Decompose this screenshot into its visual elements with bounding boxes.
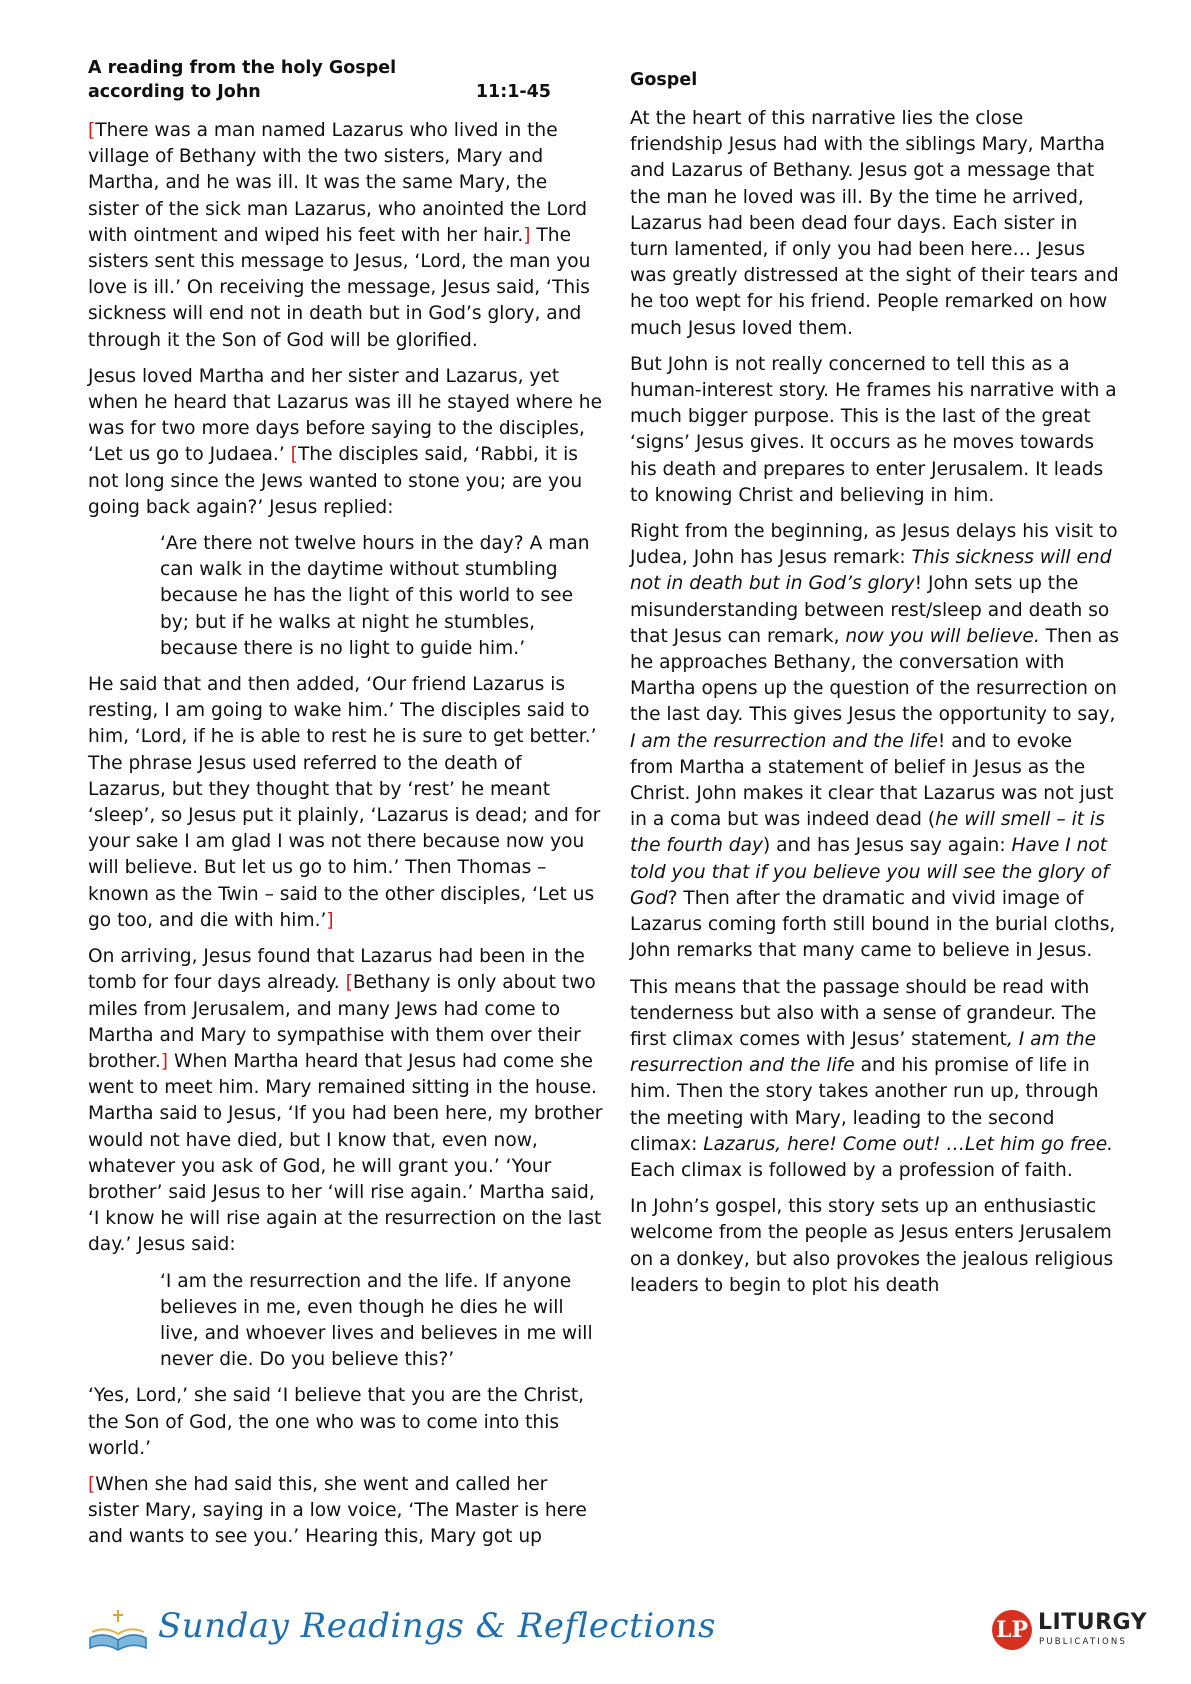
reflection-paragraph: In John’s gospel, this story sets up an enthusiastic welcome from the people as Jesus enters Jerusalem on a donkey, but also provokes the jealous religious leaders to begin to plot his death — [630, 1196, 1114, 1296]
bracket-close: ] — [326, 909, 334, 931]
bracket-close: ] — [523, 224, 531, 246]
bracket-open: [ — [88, 1473, 96, 1495]
reading-paragraph: [When she had said this, she went and called her sister Mary, saying in a low voice, ‘The Master is here and wants to see you.’ Hearing this, Mary got up — [88, 1473, 587, 1548]
reading-paragraph: Jesus loved Martha and her sister and Lazarus, yet when he heard that Lazarus was ill he stayed where he was for two more days before saying to the disciples, ‘Let us go to Judaea.’ [The disciples said, ‘Rabbi, it is not long since the Jews wanted to stone you; are you going back again?’ Jesus replied: — [88, 365, 603, 518]
reflection-paragraph: But John is not really concerned to tell this as a human-interest story. He frames his narrative with a much bigger purpose. This is the last of the great ‘signs’ Jesus gives. It occurs as he moves towards his death and prepares to enter Jerusalem. It leads to knowing Christ and believing in him. — [630, 353, 1117, 506]
series-title: Sunday Readings & Reflections — [158, 1606, 716, 1646]
logo-subtitle: PUBLICATIONS — [1039, 1637, 1128, 1647]
open-book-icon — [86, 1608, 150, 1654]
reading-header-line2: according to John — [88, 82, 261, 102]
reading-quote: ‘I am the resurrection and the life. If anyone believes in me, even though he dies he will live, and whoever lives and believes in me will never die. Do you believe this?’ — [160, 1270, 593, 1371]
reading-reference: 11:1-45 — [475, 82, 551, 102]
reading-column — [88, 56, 603, 1561]
logo-name: LITURGY — [1038, 1610, 1148, 1635]
reading-header-line1: A reading from the holy Gospel — [88, 58, 397, 78]
publisher-logo — [992, 1608, 1152, 1656]
bracket-open: [ — [88, 120, 96, 141]
reflection-paragraph: This means that the passage should be read with tenderness but also with a sense of grandeur. The first climax comes with Jesus’ statement, I am the resurrection and the life and his promise of life in him. Then the story takes another run up, through the meeting with Mary, leading to the second climax: Lazarus, here! Come out! …Let him go free. Each climax is followed by a profession of faith. — [630, 976, 1114, 1181]
reflection-paragraph: At the heart of this narrative lies the close friendship Jesus had with the siblings Mary, Martha and Lazarus of Bethany. Jesus got a message that the man he loved was ill. By the time he arrived, Lazarus had been dead four days. Each sister in turn lamented, if only you had been here… Jesus was greatly distressed at the sight of their tears and he too wept for his friend. People remarked on how much Jesus loved them. — [630, 108, 1119, 339]
reading-paragraph: On arriving, Jesus found that Lazarus had been in the tomb for four days already. [Bethany is only about two miles from Jerusalem, and many Jews had come to Martha and Mary to sympathise with them over their brother.] When Martha heard that Jesus had come she went to meet him. Mary remained sitting in the house. Martha said to Jesus, ‘If you had been here, my brother would not have died, but I know that, even now, whatever you ask of God, he will grant you.’ ‘Your brother’ said Jesus to her ‘will rise again.’ Martha said, ‘I know he will rise again at the resurrection on the last day.’ Jesus said: — [88, 946, 603, 1256]
liturgy-logo-icon: LP — [992, 1610, 1032, 1650]
reading-paragraph: He said that and then added, ‘Our friend Lazarus is resting, I am going to wake him.’ The disciples said to him, ‘Lord, if he is able to rest he is sure to get better.’ The phrase Jesus used referred to the death of Lazarus, but they thought that by ‘rest’ he meant ‘sleep’, so Jesus put it plainly, ‘Lazarus is dead; and for your sake I am glad I was not there because now you will believe. But let us go to him.’ Then Thomas – known as the Twin – said to the other disciples, ‘Let us go too, and die with him.’] — [88, 674, 601, 931]
reflection-heading: Gospel — [630, 70, 698, 90]
reading-header — [88, 56, 603, 104]
bracket-open: [ — [290, 444, 298, 466]
bracket-open: [ — [345, 972, 353, 994]
reading-paragraph: ‘Yes, Lord,’ she said ‘I believe that you are the Christ, the Son of God, the one who was to come into this world.’ — [88, 1385, 585, 1459]
reading-quote: ‘Are there not twelve hours in the day? A man can walk in the daytime without stumbling because he has the light of this world to see by; but if he walks at night he stumbles, because there is no light to guide him.’ — [160, 533, 590, 659]
reflection-column — [630, 56, 1120, 1309]
reflection-paragraph: Right from the beginning, as Jesus delays his visit to Judea, John has Jesus remark: This sickness will end not in death but in God’s glory! John sets up the misunderstanding between rest/sleep and death so that Jesus can remark, now you will believe. Then as he approaches Bethany, the conversation with Martha opens up the question of the resurrection on the last day. This gives Jesus the opportunity to say, I am the resurrection and the life! and to evoke from Martha a statement of belief in Jesus as the Christ. John makes it clear that Lazarus was not just in a coma but was indeed dead (he will smell – it is the fourth day) and has Jesus say again: Have I not told you that if you believe you will see the glory of God? Then after the dramatic and vivid image of Lazarus coming forth still bound in the burial cloths, John remarks that many came to believe in Jesus. — [630, 521, 1120, 962]
reading-paragraph: [There was a man named Lazarus who lived in the village of Bethany with the two sisters, Mary and Martha, and he was ill. It was the same Mary, the sister of the sick man Lazarus, who anointed the Lord with ointment and wiped his feet with her hair.] The sisters sent this message to Jesus, ‘Lord, the man you love is ill.’ On receiving the message, Jesus said, ‘This sickness will end not in death but in God’s glory, and through it the Son of God will be glorified. — [88, 120, 591, 351]
bracket-close: ] — [160, 1050, 169, 1072]
series-footer — [86, 1604, 716, 1660]
